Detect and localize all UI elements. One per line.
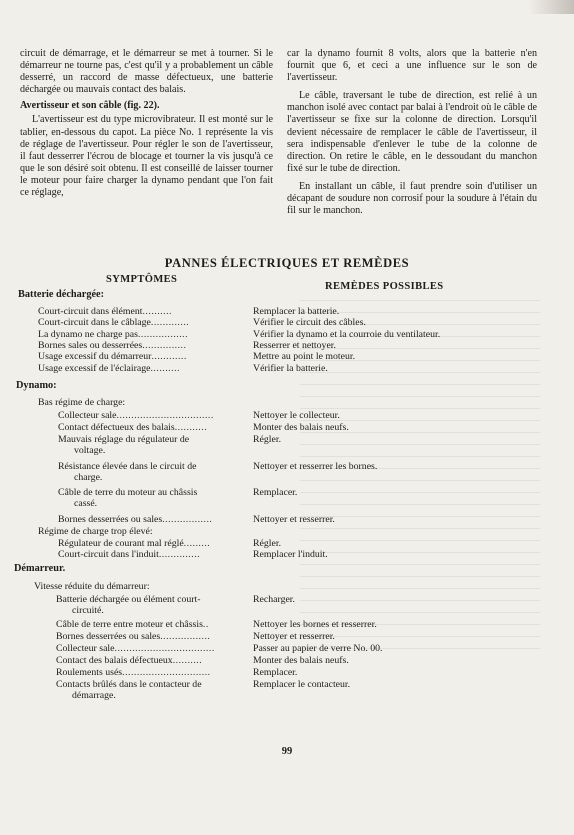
section-heading-horn: Avertisseur et son câble (fig. 22). xyxy=(20,100,160,112)
left-paragraph-2: L'avertisseur est du type microvibrateur. Il est monté sur le tablier, en-dessous du capot. La pièce No. 1 représente la vis de réglage de l'avertisseur. Pour régler le son de l'avertisseur, il faut desserrer l'écrou de blocage et tourner la vis jusqu'à ce que le son désiré soit obtenu. Il est conseillé de laisser tourner le moteur pour faire charger la dynamo pendant que l'on fait ce réglage, xyxy=(20,114,273,199)
symptom-text: Collecteur sale xyxy=(56,643,115,654)
symptom-cell xyxy=(58,539,210,550)
remedy-cell: Resserrer et nettoyer. xyxy=(253,340,336,351)
symptom-cell xyxy=(58,462,196,483)
symptom-cell xyxy=(56,595,201,616)
symptom-text-continued: circuité. xyxy=(72,604,104,616)
symptom-cell xyxy=(56,656,202,667)
symptoms-header: SYMPTÔMES xyxy=(106,274,178,285)
leader-dots: ............ xyxy=(151,351,187,362)
symptom-cell xyxy=(56,632,210,643)
right-paragraph-1: car la dynamo fournit 8 volts, alors que la batterie n'en fournit que 6, et ceci a une influence sur le son de l'avertisseur. xyxy=(287,48,537,84)
symptom-cell xyxy=(56,668,211,679)
symptom-text-continued: démarrage. xyxy=(72,689,116,701)
section-label: Batterie déchargée: xyxy=(18,289,105,300)
leader-dots: .. xyxy=(202,619,209,630)
remedy-cell: Nettoyer et resserrer. xyxy=(253,514,335,525)
remedy-cell: Régler. xyxy=(253,434,282,445)
remedy-cell: Vérifier la batterie. xyxy=(253,363,328,374)
page-number: 99 xyxy=(281,746,293,757)
symptom-cell xyxy=(58,423,207,434)
remedies-header: REMÈDES POSSIBLES xyxy=(325,281,444,292)
symptom-text: Bornes desserrées ou sales xyxy=(56,631,161,642)
remedy-cell: Nettoyer les bornes et resserrer. xyxy=(253,619,377,630)
remedy-cell: Mettre au point le moteur. xyxy=(253,351,356,362)
section-label: Dynamo: xyxy=(16,380,57,391)
section-label: Démarreur. xyxy=(14,563,66,574)
right-paragraph-2: Le câble, traversant le tube de direction, est relié à un manchon isolé avec contact par balai à l'endroit où le câble de l'avertisseur se fixe sur la colonne de direction. Lorsqu'il devient nécessaire de remplacer le câble de l'avertisseur, il sera indispensable d'enlever le tube de la colonne de direction. On retire le câble, en le dessoudant du manchon fixé sur le tube de direction. xyxy=(287,90,537,174)
remedy-cell: Nettoyer et resserrer les bornes. xyxy=(253,461,378,472)
remedy-cell: Remplacer le contacteur. xyxy=(253,679,351,690)
right-text-column xyxy=(287,48,537,217)
symptom-cell xyxy=(58,550,200,561)
symptom-cell xyxy=(58,488,197,509)
symptom-cell xyxy=(56,644,215,655)
leader-dots: .............................. xyxy=(122,667,211,678)
symptom-text: La dynamo ne charge pas xyxy=(38,329,138,340)
leader-dots: .......... xyxy=(142,306,172,317)
remedy-cell: Nettoyer et resserrer. xyxy=(253,631,335,642)
remedy-cell: Recharger. xyxy=(253,594,295,605)
remedy-cell: Monter des balais neufs. xyxy=(253,422,349,433)
leader-dots: ................. xyxy=(137,329,189,340)
leader-dots: .......... xyxy=(172,655,203,666)
table-title: PANNES ÉLECTRIQUES ET REMÈDES xyxy=(164,256,410,270)
symptom-cell xyxy=(38,330,188,341)
remedy-cell: Régler. xyxy=(253,538,282,549)
symptom-cell xyxy=(58,411,214,422)
symptom-text: Régulateur de courant mal réglé xyxy=(58,538,184,549)
symptom-text: Contact des balais défectueux xyxy=(56,655,173,666)
leader-dots: ........... xyxy=(174,422,208,433)
symptom-text: Court-circuit dans le câblage xyxy=(38,317,151,328)
symptom-text: Contacts brûlés dans le contacteur de xyxy=(56,679,202,690)
symptom-text: Mauvais réglage du régulateur de xyxy=(58,434,190,445)
remedy-cell: Vérifier la dynamo et la courroie du ventilateur. xyxy=(253,329,441,340)
symptom-text: Usage excessif du démarreur xyxy=(38,351,152,362)
symptom-text: Résistance élevée dans le circuit de xyxy=(58,461,197,472)
subsection-label: Vitesse réduite du démarreur: xyxy=(34,581,150,592)
remedy-cell: Passer au papier de verre No. 00. xyxy=(253,643,383,654)
leader-dots: ................................. xyxy=(116,410,214,421)
symptom-cell xyxy=(38,364,180,375)
symptom-text: Câble de terre entre moteur et châssis xyxy=(56,619,203,630)
leader-dots: ................. xyxy=(162,514,213,525)
remedy-cell: Remplacer. xyxy=(253,667,298,678)
remedy-cell: Remplacer la batterie. xyxy=(253,306,340,317)
leader-dots: ......... xyxy=(183,538,211,549)
remedy-cell: Remplacer l'induit. xyxy=(253,549,328,560)
leader-dots: ................. xyxy=(160,631,211,642)
symptom-text: Contact défectueux des balais xyxy=(58,422,175,433)
leader-dots: .............. xyxy=(158,549,201,560)
left-paragraph-1: circuit de démarrage, et le démarreur se met à tourner. Si le démarreur ne tourne pas, c'est qu'il y a probablement un câble desserré, un raccord de masse défectueux, une batterie déchargée ou mauvais contact des balais. xyxy=(20,48,273,96)
symptom-text: Bornes sales ou desserrées xyxy=(38,340,143,351)
symptom-text: Usage excessif de l'éclairage xyxy=(38,363,151,374)
remedy-cell: Monter des balais neufs. xyxy=(253,655,349,666)
symptom-text: Court-circuit dans l'induit xyxy=(58,549,159,560)
remedy-cell: Remplacer. xyxy=(253,487,298,498)
symptom-cell xyxy=(56,620,209,631)
symptom-cell xyxy=(58,515,212,526)
subsection-label: Bas régime de charge: xyxy=(38,397,126,408)
leader-dots: .......... xyxy=(150,363,180,374)
symptom-cell xyxy=(38,307,172,318)
leader-dots: ............. xyxy=(150,317,190,328)
symptom-text-continued: voltage. xyxy=(74,444,106,456)
symptom-text-continued: cassé. xyxy=(74,497,98,509)
symptom-text: Collecteur sale xyxy=(58,410,117,421)
symptom-cell xyxy=(38,318,189,329)
right-paragraph-3: En installant un câble, il faut prendre soin d'utiliser un décapant de soudure non corrosif pour la soudure à l'étain du fil sur le manchon. xyxy=(287,180,537,217)
symptom-text: Bornes desserrées ou sales xyxy=(58,514,163,525)
left-text-column xyxy=(20,48,273,199)
symptom-text: Court-circuit dans élément xyxy=(38,306,143,317)
symptom-text: Batterie déchargée ou élément court- xyxy=(56,594,201,605)
leader-dots: .................................. xyxy=(114,643,215,654)
subsection-label: Régime de charge trop élevé: xyxy=(38,526,153,537)
leader-dots: ............... xyxy=(142,340,187,351)
symptom-text-continued: charge. xyxy=(74,471,103,483)
symptom-cell xyxy=(56,680,202,701)
remedy-cell: Vérifier le circuit des câbles. xyxy=(253,317,366,328)
symptom-text: Câble de terre du moteur au châssis xyxy=(58,487,198,498)
symptom-cell xyxy=(38,341,186,352)
symptom-cell xyxy=(38,352,187,363)
remedy-cell: Nettoyer le collecteur. xyxy=(253,410,340,421)
scan-edge-shadow xyxy=(528,0,574,14)
symptom-text: Roulements usés xyxy=(56,667,123,678)
symptom-cell xyxy=(58,435,189,456)
